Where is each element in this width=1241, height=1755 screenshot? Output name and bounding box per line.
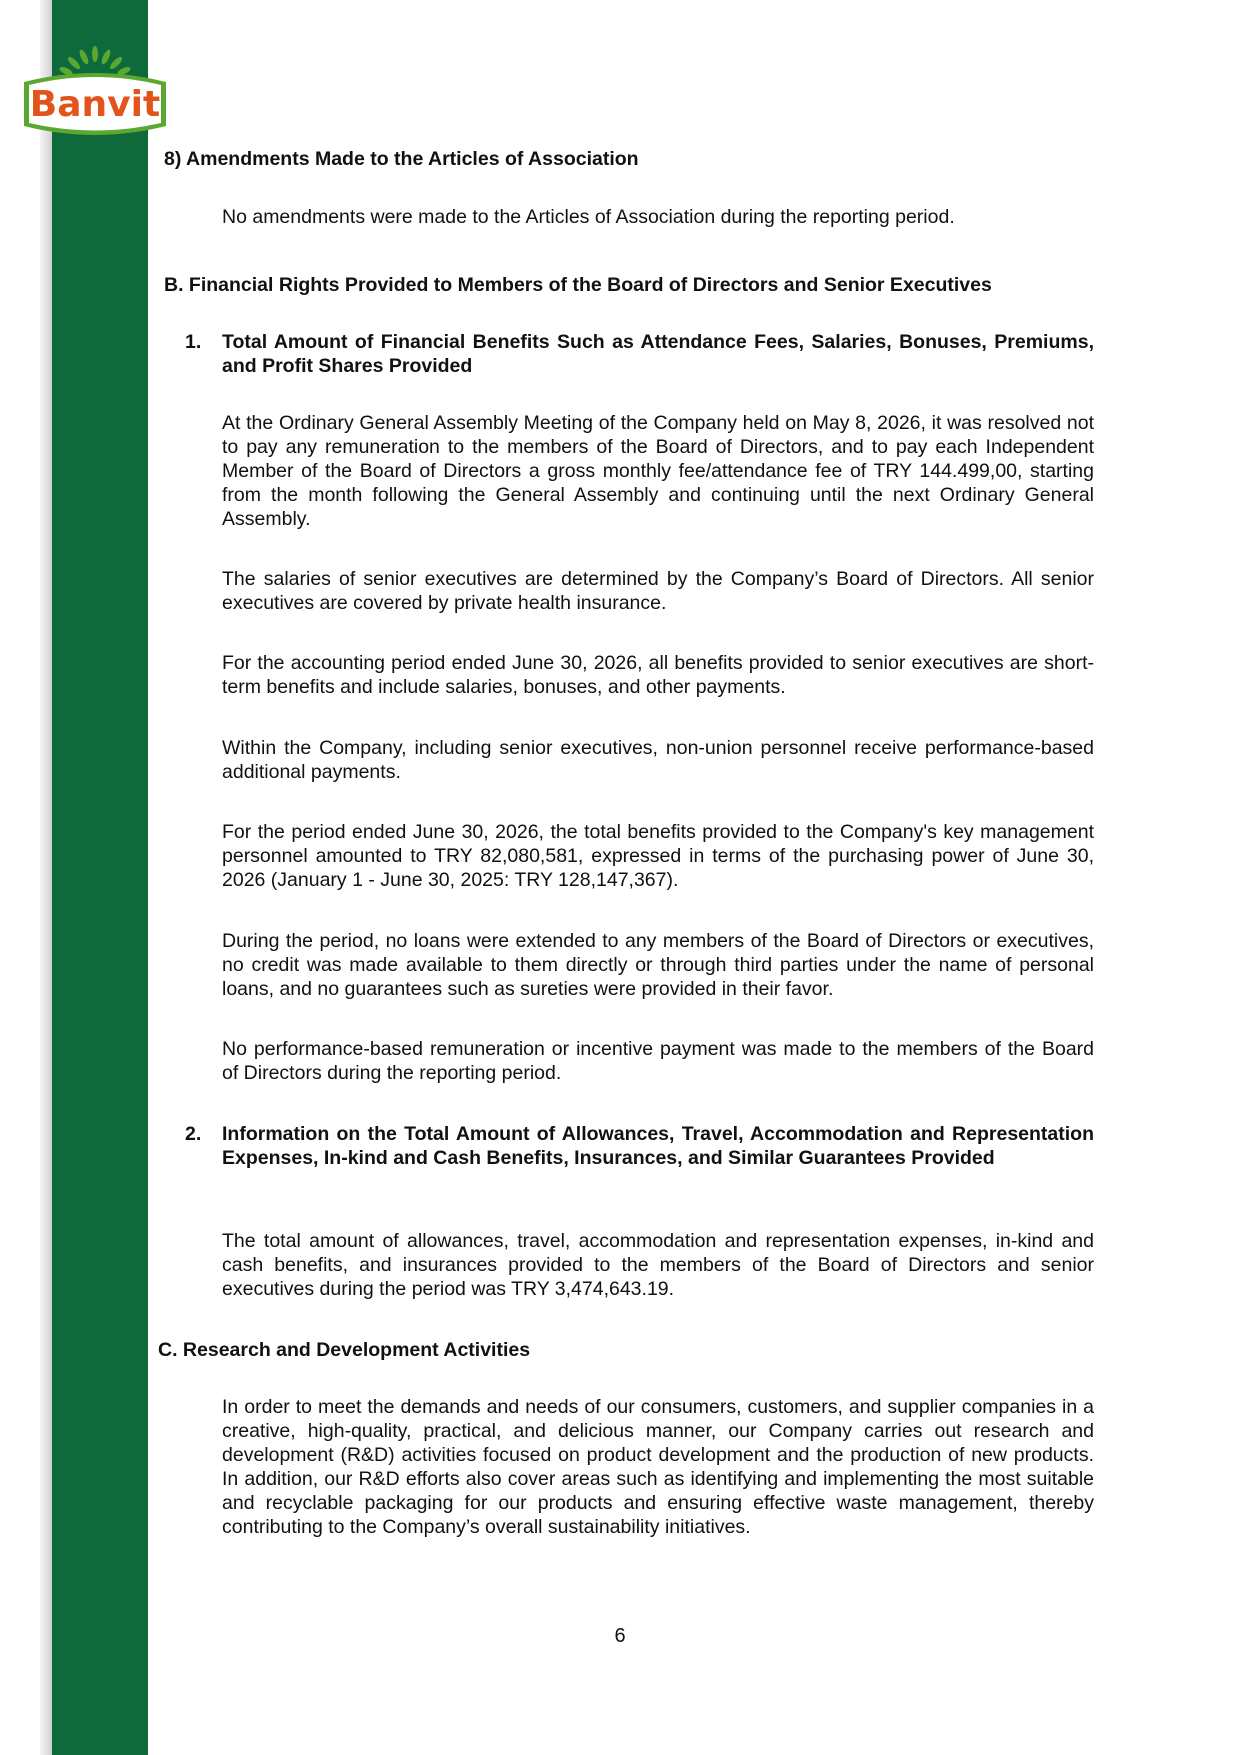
paragraph-loans: During the period, no loans were extended to any members of the Board of Directors or executives, no credit was made available to them directly or through third parties under the name of personal loans, and no guarantees such as sureties were provided in their favor. [222, 930, 1094, 1000]
paragraph-incentive: No performance-based remuneration or incentive payment was made to the members of the Board of Directors during the reporting period. [222, 1038, 1094, 1084]
paragraph-salaries: The salaries of senior executives are determined by the Company’s Board of Directors. All senior executives are covered by private health insurance. [222, 568, 1094, 614]
subsection-2-number: 2. [185, 1123, 202, 1145]
section-b-heading: B. Financial Rights Provided to Members of the Board of Directors and Senior Executives [164, 274, 992, 296]
paragraph-key-management: For the period ended June 30, 2026, the total benefits provided to the Company's key management personnel amounted to TRY 82,080,581, expressed in terms of the purchasing power of June 30, 2026 (January 1 - June 30, 2025: TRY 128,147,367). [222, 821, 1094, 891]
paragraph-general-assembly: At the Ordinary General Assembly Meeting of the Company held on May 8, 2026, it was resolved not to pay any remuneration to the members of the Board of Directors, and to pay each Independent Member of the Board of Directors a gross monthly fee/attendance fee of TRY 144.499,00, starting from the month following the General Assembly and continuing until the next Ordinary General Assembly. [222, 412, 1094, 530]
section-c-heading: C. Research and Development Activities [158, 1339, 531, 1361]
section-8-heading: 8) Amendments Made to the Articles of Association [164, 148, 639, 170]
paragraph-accounting-period: For the accounting period ended June 30, 2026, all benefits provided to senior executives are short-term benefits and include salaries, bonuses, and other payments. [222, 652, 1094, 698]
paragraph-allowances: The total amount of allowances, travel, accommodation and representation expenses, in-kind and cash benefits, and insurances provided to the members of the Board of Directors and senior executives during the period was TRY 3,474,643.19. [222, 1230, 1094, 1300]
subsection-1-number: 1. [185, 331, 202, 353]
paragraph-performance-payments: Within the Company, including senior executives, non-union personnel receive performance-based additional payments. [222, 737, 1094, 783]
page-number: 6 [614, 1625, 626, 1647]
logo-text: Banvit [29, 84, 161, 125]
section-8-paragraph: No amendments were made to the Articles of Association during the reporting period. [222, 206, 955, 228]
subsection-1-text: Total Amount of Financial Benefits Such as Attendance Fees, Salaries, Bonuses, Premiums, and Profit Shares Provided [222, 331, 1094, 377]
subsection-2-text: Information on the Total Amount of Allowances, Travel, Accommodation and Representation Expenses, In-kind and Cash Benefits, Insurances, and Similar Guarantees Provided [222, 1123, 1094, 1169]
paragraph-rnd: In order to meet the demands and needs of our consumers, customers, and supplier companies in a creative, high-quality, practical, and delicious manner, our Company carries out research and development (R&D) activities focused on product development and the production of new products. In addition, our R&D efforts also cover areas such as identifying and implementing the most suitable and recyclable packaging for our products and ensuring effective waste management, thereby contributing to the Company’s overall sustainability initiatives. [222, 1396, 1094, 1538]
